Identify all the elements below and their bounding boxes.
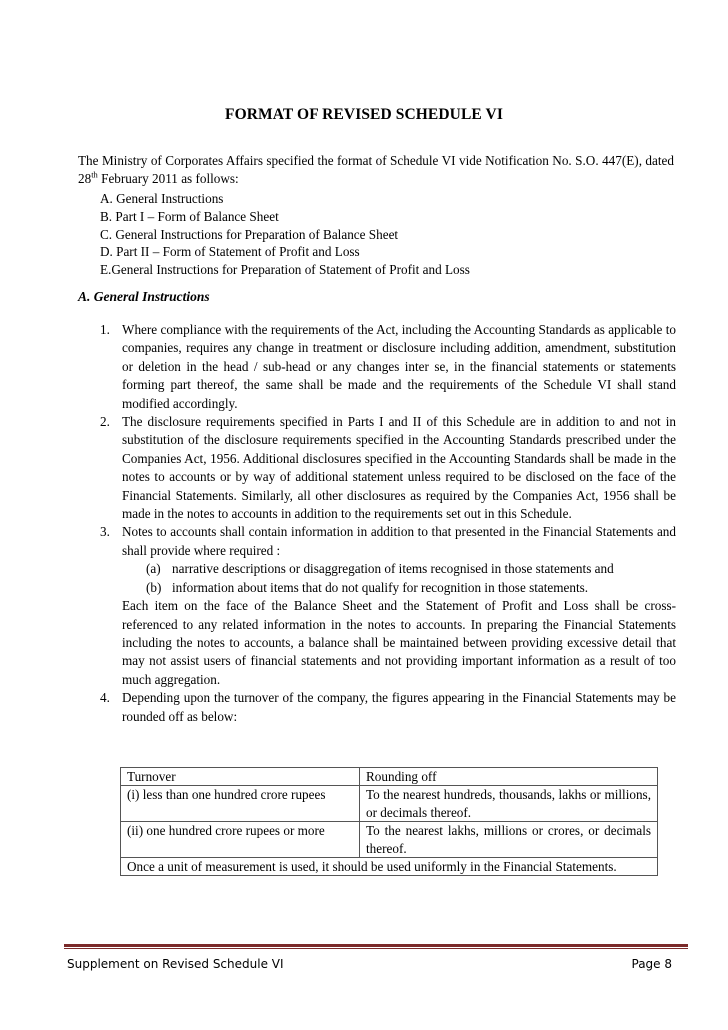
footer-divider-thin [64, 948, 688, 949]
table-row [121, 786, 658, 822]
intro-paragraph [78, 152, 674, 189]
table-header-cell: Rounding off [360, 768, 658, 786]
table-row [121, 822, 658, 858]
table-cell: (ii) one hundred crore rupees or more [121, 822, 360, 858]
table-note-row [121, 858, 658, 876]
table-header-row [121, 768, 658, 786]
item-text: Depending upon the turnover of the company, the figures appearing in the Financial Statements may be rounded off as below: [122, 690, 676, 724]
intro-text-part1: The Ministry of Corporates Affairs specified the format of Schedule VI vide Notification No. S.O. 447(E), dated 28 [78, 153, 674, 187]
item-text: Notes to accounts shall contain information in addition to that presented in the Financial Statements and shall provide where required : [122, 524, 676, 558]
item-number: 1. [100, 322, 110, 337]
table-cell: To the nearest hundreds, thousands, lakhs or millions, or decimals thereof. [360, 786, 658, 822]
item-text: Where compliance with the requirements of the Act, including the Accounting Standards as applicable to companies, requires any change in treatment or disclosure including addition, amendment, substitution or deletion in the head / sub-head or any changes inter se, in the financial statements or statements forming part thereof, the same shall be made and the requirements of the Schedule VI shall stand modified accordingly. [122, 322, 676, 411]
contents-item: A. General Instructions [100, 191, 224, 206]
contents-item: E.General Instructions for Preparation of Statement of Profit and Loss [100, 262, 470, 278]
rounding-table [120, 767, 658, 876]
contents-item: C. General Instructions for Preparation of Balance Sheet [100, 226, 399, 242]
sub-item-label: (a) [146, 561, 161, 577]
sub-item [122, 560, 676, 578]
footer-document-title: Supplement on Revised Schedule VI [67, 957, 284, 971]
sub-item-text: information about items that do not qualify for recognition in those statements. [172, 579, 589, 595]
item-text: The disclosure requirements specified in Parts I and II of this Schedule are in addition to and not in substitution of the disclosure requirements specified in the Accounting Standards prescribed under the Companies Act, 1956. Additional disclosures specified in the Accounting Standards shall be made in the notes to accounts or by way of additional statement unless required to be disclosed on the face of the Financial Statements. Similarly, all other disclosures as required by the Companies Act, 1956 shall be made in the notes to accounts in addition to the requirements set out in this Schedule. [122, 414, 676, 522]
intro-text-part2: February 2011 as follows: [97, 171, 239, 187]
sub-item [122, 579, 676, 597]
footer-page-number: Page 8 [631, 957, 672, 971]
instruction-item [100, 321, 676, 413]
instruction-item [100, 523, 676, 689]
instruction-list [100, 321, 676, 726]
table-cell: (i) less than one hundred crore rupees [121, 786, 360, 822]
contents-item: D. Part II – Form of Statement of Profit and Loss [100, 244, 360, 260]
contents-list [100, 190, 470, 279]
sub-item-text: narrative descriptions or disaggregation of items recognised in those statements and [172, 561, 614, 577]
item-number: 3. [100, 524, 110, 540]
footer-divider [64, 944, 688, 947]
page-title: FORMAT OF REVISED SCHEDULE VI [225, 106, 503, 123]
contents-item: B. Part I – Form of Balance Sheet [100, 208, 279, 224]
table-header-cell: Turnover [121, 768, 360, 786]
sub-item-label: (b) [146, 579, 162, 595]
section-heading: A. General Instructions [78, 289, 210, 304]
item-continuation: Each item on the face of the Balance Sheet and the Statement of Profit and Loss shall be cross-referenced to any related information in the notes to accounts. In preparing the Financial Statements including the notes to accounts, a balance shall be maintained between providing excessive detail that may not assist users of financial statements and not providing important information as a result of too much aggregation. [122, 598, 676, 687]
table-note: Once a unit of measurement is used, it should be used uniformly in the Financial Statements. [121, 858, 658, 876]
intro-superscript: th [91, 169, 98, 180]
instruction-item [100, 689, 676, 726]
item-number: 4. [100, 690, 110, 706]
table-cell: To the nearest lakhs, millions or crores, or decimals thereof. [360, 822, 658, 858]
item-number: 2. [100, 414, 110, 430]
instruction-item [100, 413, 676, 523]
